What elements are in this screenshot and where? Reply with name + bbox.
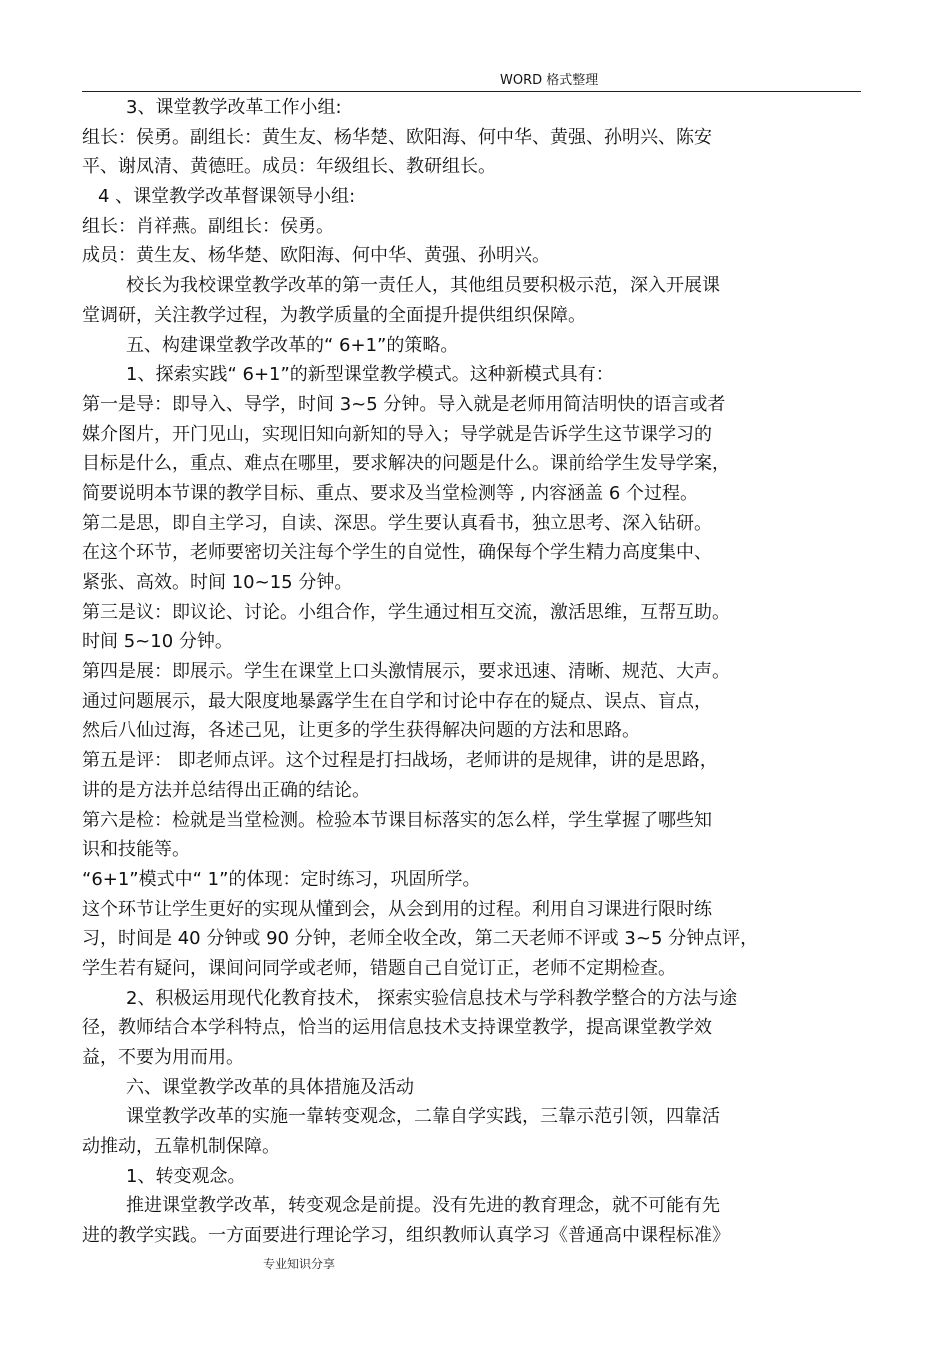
text-line: 学生若有疑问，课间问同学或老师，错题自己自觉订正，老师不定期检查。 [82, 957, 676, 979]
text-line: 第一是导：即导入、导学，时间 3~5 分钟。导入就是老师用简洁明快的语言或者 [82, 393, 726, 415]
page-footer: 专业知识分享 [263, 1257, 336, 1271]
text-line: 2、积极运用现代化教育技术， 探索实验信息技术与学科教学整合的方法与途 [126, 987, 738, 1009]
text-line: 组长：侯勇。副组长：黄生友、杨华楚、欧阳海、何中华、黄强、孙明兴、陈安 [82, 126, 712, 148]
text-line: 成员：黄生友、杨华楚、欧阳海、何中华、黄强、孙明兴。 [82, 245, 550, 267]
text-line: 然后八仙过海，各述己见，让更多的学生获得解决问题的方法和思路。 [82, 720, 640, 742]
text-line: 进的教学实践。一方面要进行理论学习，组织教师认真学习《普通高中课程标准》 [82, 1225, 730, 1247]
text-line: 识和技能等。 [82, 839, 190, 861]
text-line: 4 、课堂教学改革督课领导小组: [98, 186, 356, 208]
text-line: 堂调研，关注教学过程，为教学质量的全面提升提供组织保障。 [82, 304, 586, 326]
text-line: 校长为我校课堂教学改革的第一责任人，其他组员要积极示范，深入开展课 [126, 275, 720, 297]
text-line: 第四是展：即展示。学生在课堂上口头激情展示，要求迅速、清晰、规范、大声。 [82, 661, 730, 683]
text-line: 1、转变观念。 [126, 1165, 246, 1187]
text-line: 课堂教学改革的实施一靠转变观念，二靠自学实践，三靠示范引领，四靠活 [126, 1106, 720, 1128]
text-line: 通过问题展示，最大限度地暴露学生在自学和讨论中存在的疑点、误点、盲点， [82, 690, 712, 712]
text-line: 平、谢凤清、黄德旺。成员：年级组长、教研组长。 [82, 156, 496, 178]
text-line: 1、探索实践“ 6+1”的新型课堂教学模式。这种新模式具有： [126, 364, 614, 386]
text-line: 六、课堂教学改革的具体措施及活动 [126, 1076, 414, 1098]
text-line: 第三是议：即议论、讨论。小组合作，学生通过相互交流，激活思维，互帮互助。 [82, 601, 730, 623]
text-line: 紧张、高效。时间 10~15 分钟。 [82, 572, 353, 593]
text-line: 益，不要为用而用。 [82, 1047, 244, 1068]
text-line: 推进课堂教学改革，转变观念是前提。没有先进的教育理念，就不可能有先 [126, 1195, 720, 1217]
text-line: 在这个环节，老师要密切关注每个学生的自觉性，确保每个学生精力高度集中、 [82, 542, 712, 564]
text-line: 第二是思，即自主学习，自读、深思。学生要认真看书，独立思考、深入钻研。 [82, 512, 712, 534]
text-line: 媒介图片，开门见山，实现旧知向新知的导入；导学就是告诉学生这节课学习的 [82, 423, 712, 445]
text-line: 第六是检：检就是当堂检测。检验本节课目标落实的怎么样，学生掌握了哪些知 [82, 809, 712, 831]
text-line: 组长：肖祥燕。副组长：侯勇。 [82, 215, 334, 237]
text-line: 径，教师结合本学科特点，恰当的运用信息技术支持课堂教学，提高课堂教学效 [82, 1017, 712, 1039]
document-body [82, 93, 872, 1251]
header-divider [82, 91, 861, 92]
text-line: 时间 5~10 分钟。 [82, 631, 233, 653]
text-line: 讲的是方法并总结得出正确的结论。 [82, 779, 370, 801]
text-line: 习，时间是 40 分钟或 90 分钟，老师全收全改，第二天老师不评或 3~5 分钟点评， [82, 928, 759, 950]
text-line: 简要说明本节课的教学目标、重点、要求及当堂检测等 , 内容涵盖 6 个过程。 [82, 482, 699, 504]
text-line: 这个环节让学生更好的实现从懂到会，从会到用的过程。利用自习课进行限时练 [82, 898, 712, 920]
text-line: 第五是评： 即老师点评。这个过程是打扫战场，老师讲的是规律，讲的是思路， [82, 750, 718, 772]
text-line: 五、构建课堂教学改革的“ 6+1”的策略。 [126, 334, 459, 356]
text-line: 目标是什么，重点、难点在哪里，要求解决的问题是什么。课前给学生发导学案， [82, 453, 730, 475]
text-line: “6+1”模式中“ 1”的体现：定时练习，巩固所学。 [82, 868, 481, 890]
text-line: 3、课堂教学改革工作小组: [126, 97, 342, 118]
text-line: 动推动，五靠机制保障。 [82, 1136, 280, 1158]
page-header: WORD 格式整理 [500, 73, 599, 88]
